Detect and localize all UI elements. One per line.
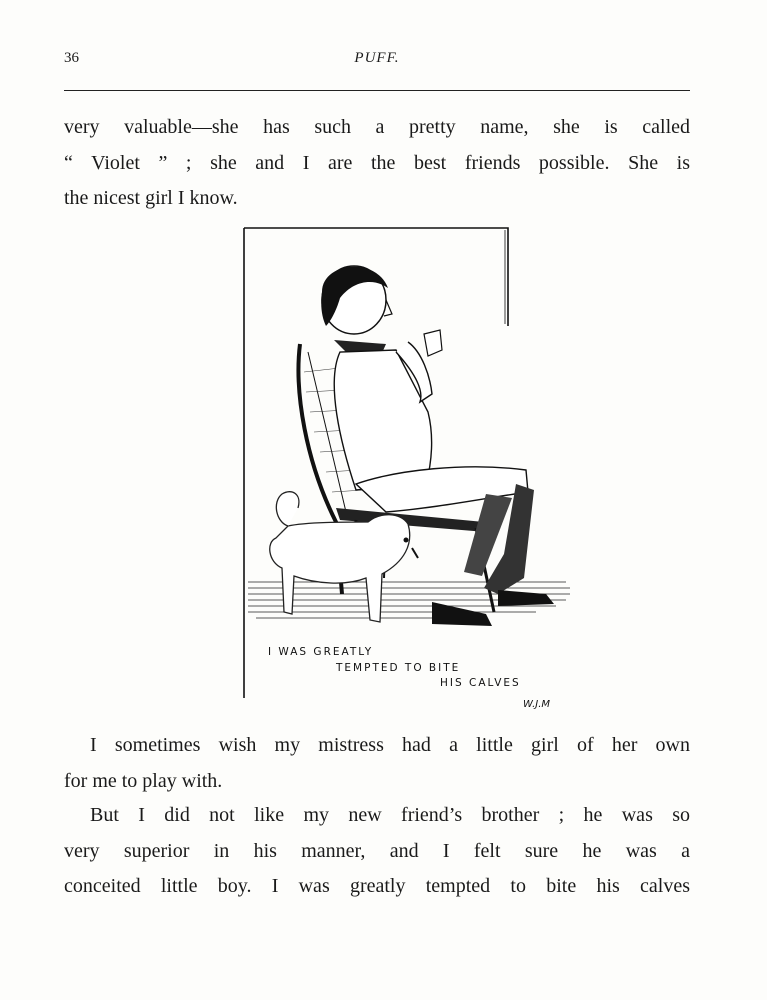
text-line: very valuable—she has such a pretty name, she is called (64, 116, 690, 138)
page-header (64, 50, 690, 74)
top-paragraph (64, 110, 690, 217)
caption-line: I WAS GREATLY (268, 646, 374, 658)
illustration (236, 222, 576, 722)
text-line: But I did not like my new friend’s brother ; he was so (90, 804, 690, 826)
caption-line: HIS CALVES (440, 677, 521, 689)
text-line: the nicest girl I know. (64, 187, 238, 209)
page-number: 36 (64, 50, 79, 66)
header-rule (64, 90, 690, 91)
illustrator-signature: W.J.M (523, 699, 551, 710)
paragraph (64, 728, 690, 799)
text-line: for me to play with. (64, 769, 223, 792)
text-line: I sometimes wish my mistress had a little girl of her own (90, 734, 690, 756)
text-line: very superior in his manner, and I felt sure he was a (64, 839, 690, 862)
running-title: PUFF. (354, 50, 400, 66)
paragraph (64, 798, 690, 905)
caption-line: TEMPTED TO BITE (336, 662, 461, 674)
text-line: “ Violet ” ; she and I are the best friends possible. She is (64, 151, 690, 174)
text-line: conceited little boy. I was greatly tempted to bite his calves (64, 875, 690, 897)
